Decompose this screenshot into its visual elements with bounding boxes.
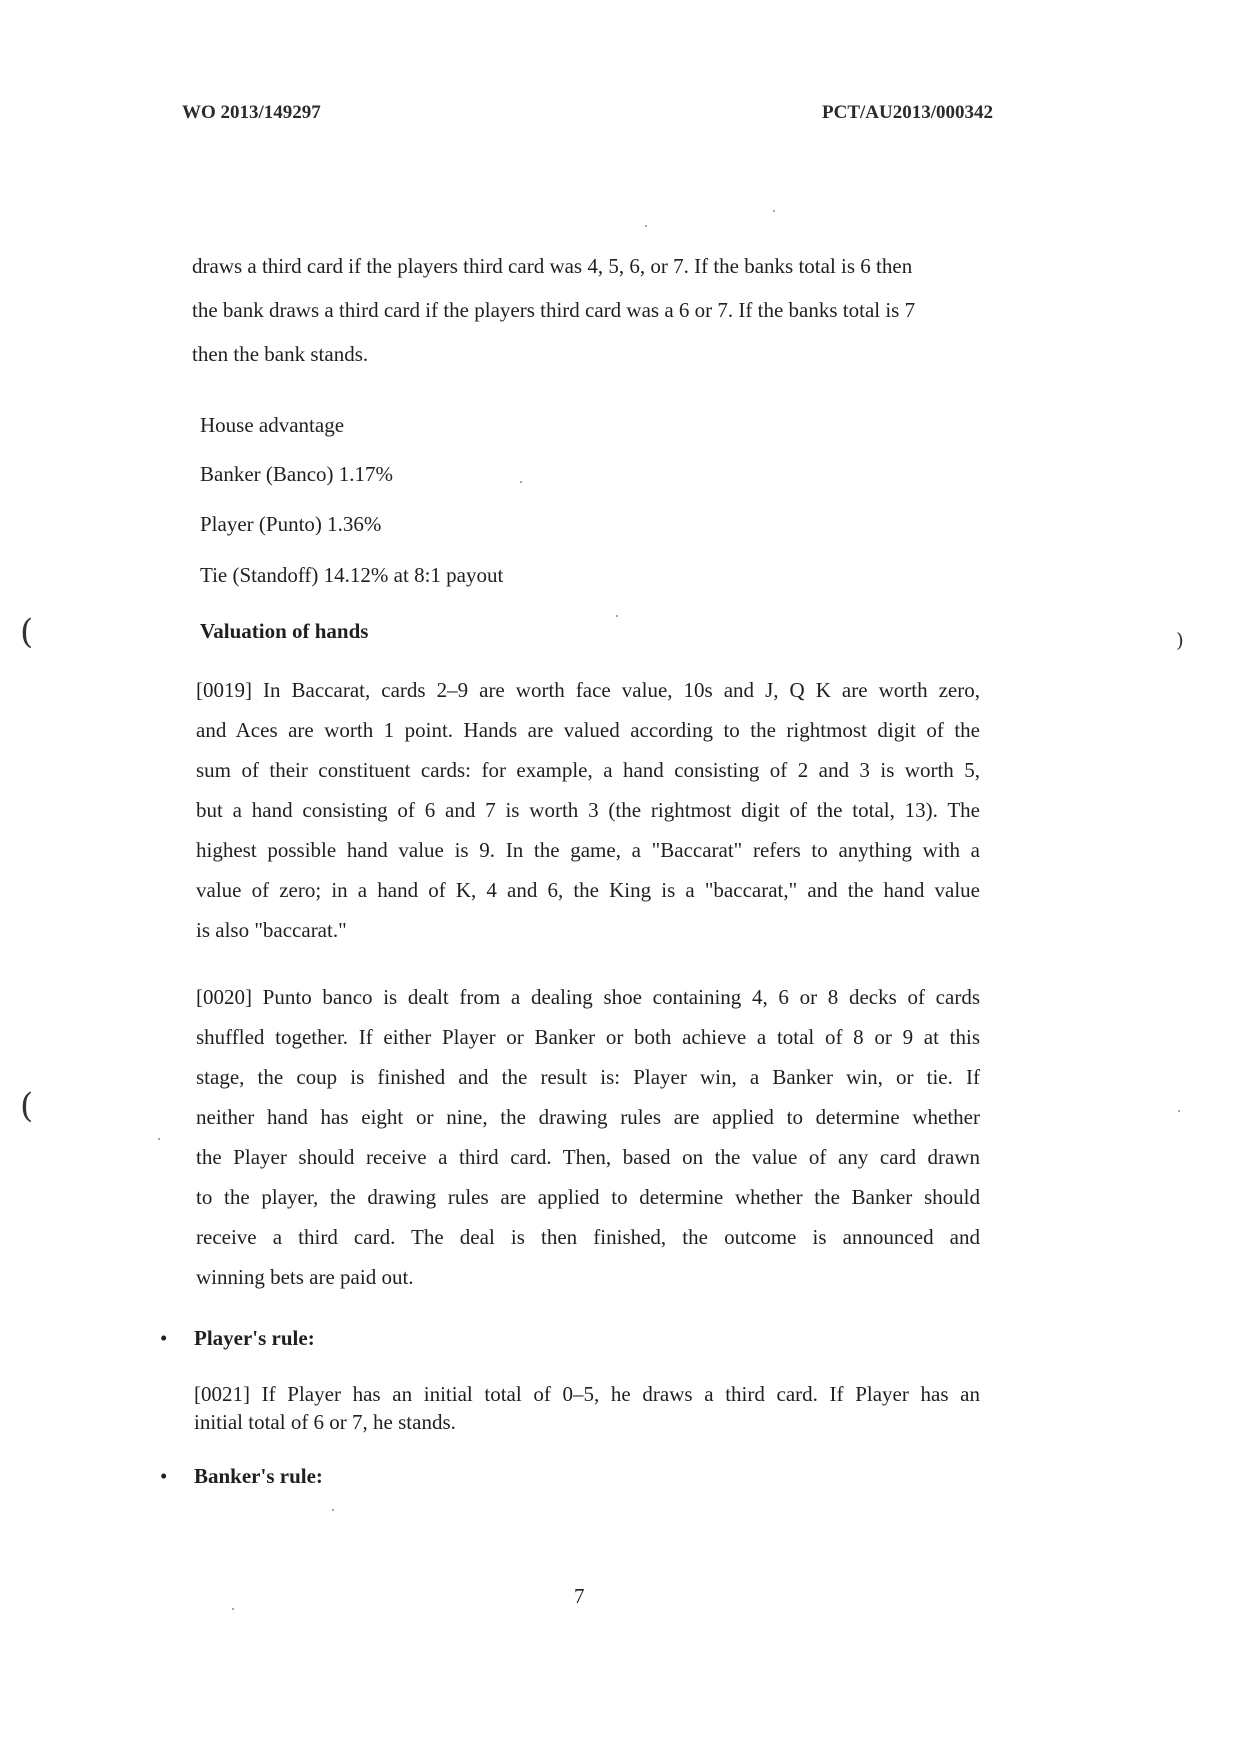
text-line: shuffled together. If either Player or Banker or both achieve a total of 8 or 9 at this	[196, 1025, 980, 1049]
intro-paragraph	[192, 244, 915, 376]
text-line: the bank draws a third card if the players third card was a 6 or 7. If the banks total is 7	[192, 298, 916, 322]
text-line: stage, the coup is finished and the result is: Player win, a Banker win, or tie. If	[196, 1065, 980, 1089]
text-line: highest possible hand value is 9. In the game, a "Baccarat" refers to anything with a	[196, 838, 980, 862]
text-line: and Aces are worth 1 point. Hands are valued according to the rightmost digit of the	[196, 718, 980, 742]
banker-advantage: Banker (Banco) 1.17%	[200, 462, 394, 486]
text-line: sum of their constituent cards: for example, a hand consisting of 2 and 3 is worth 5,	[196, 758, 980, 782]
text-line: receive a third card. The deal is then finished, the outcome is announced and	[196, 1225, 980, 1249]
text-line: [0020] Punto banco is dealt from a dealing shoe containing 4, 6 or 8 decks of cards	[196, 985, 980, 1009]
text-line: is also "baccarat."	[196, 918, 347, 942]
text-line: initial total of 6 or 7, he stands.	[194, 1410, 456, 1434]
paragraph-0019	[196, 670, 980, 950]
right-margin-paren-mark: )	[1176, 628, 1184, 652]
left-margin-paren-mark: (	[20, 612, 34, 652]
bankers-rule-item	[160, 1464, 323, 1489]
text-line: winning bets are paid out.	[196, 1265, 414, 1289]
scan-speck	[158, 1138, 160, 1140]
text-line: neither hand has eight or nine, the drawing rules are applied to determine whether	[196, 1105, 980, 1129]
publication-number: WO 2013/149297	[182, 102, 321, 123]
scan-speck	[1178, 1110, 1180, 1112]
application-number: PCT/AU2013/000342	[822, 102, 993, 123]
tie-advantage: Tie (Standoff) 14.12% at 8:1 payout	[200, 563, 504, 587]
text-line: but a hand consisting of 6 and 7 is worth 3 (the rightmost digit of the total, 13). The	[196, 798, 980, 822]
scan-speck	[332, 1509, 334, 1511]
section-heading-valuation: Valuation of hands	[200, 619, 369, 643]
bullet-icon: •	[160, 1464, 168, 1488]
text-line: then the bank stands.	[192, 342, 369, 366]
players-rule-item	[160, 1326, 315, 1351]
text-line: the Player should receive a third card. Then, based on the value of any card drawn	[196, 1145, 980, 1169]
scan-speck	[773, 210, 775, 212]
paragraph-0021	[194, 1380, 980, 1436]
players-rule-label: Player's rule:	[194, 1326, 315, 1350]
text-line: [0021] If Player has an initial total of 0–5, he draws a third card. If Player has an	[194, 1382, 980, 1406]
scan-speck	[520, 481, 522, 483]
bullet-icon: •	[160, 1326, 168, 1350]
paragraph-0020	[196, 977, 980, 1297]
scan-speck	[645, 225, 647, 227]
scan-speck	[232, 1608, 234, 1610]
text-line: to the player, the drawing rules are applied to determine whether the Banker should	[196, 1185, 980, 1209]
scan-speck	[616, 615, 618, 617]
text-line: draws a third card if the players third card was 4, 5, 6, or 7. If the banks total is 6 then	[192, 254, 913, 278]
text-line: value of zero; in a hand of K, 4 and 6, the King is a "baccarat," and the hand value	[196, 878, 980, 902]
text-line: [0019] In Baccarat, cards 2–9 are worth face value, 10s and J, Q K are worth zero,	[196, 678, 980, 702]
page-number: 7	[574, 1584, 585, 1608]
player-advantage: Player (Punto) 1.36%	[200, 512, 382, 536]
bankers-rule-label: Banker's rule:	[194, 1464, 323, 1488]
house-advantage-title: House advantage	[200, 413, 345, 437]
left-margin-paren-mark: (	[20, 1086, 34, 1126]
